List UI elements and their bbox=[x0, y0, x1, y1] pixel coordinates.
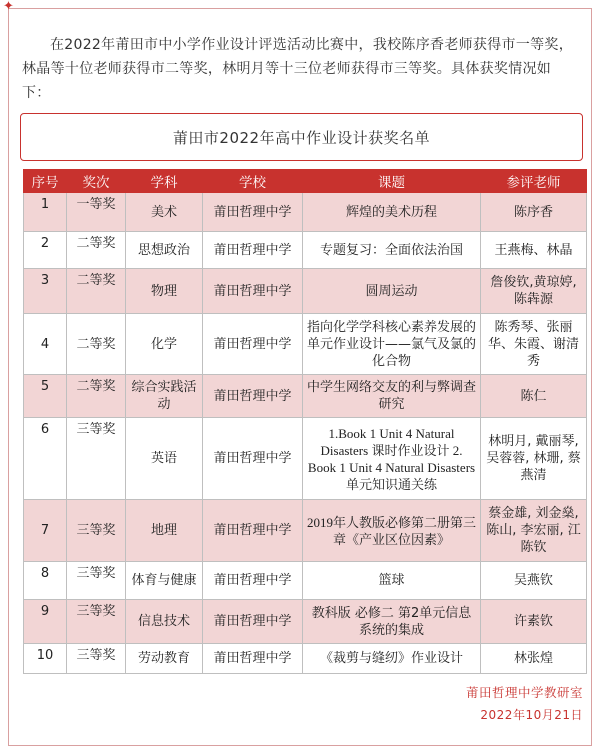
school: 莆田哲理中学 bbox=[203, 600, 303, 644]
topic: 教科版 必修二 第2单元信息系统的集成 bbox=[303, 600, 481, 644]
award-table bbox=[23, 169, 587, 674]
school: 莆田哲理中学 bbox=[203, 562, 303, 600]
subject: 英语 bbox=[126, 418, 203, 500]
table-row bbox=[24, 500, 587, 562]
subject: 信息技术 bbox=[126, 600, 203, 644]
row-number: 10 bbox=[24, 644, 67, 674]
table-row bbox=[24, 232, 587, 269]
intro-paragraph: 在2022年莆田市中小学作业设计评选活动比赛中，我校陈序香老师获得市一等奖，林晶等十位老师获得市二等奖，林明月等十三位老师获得市三等奖。具体获奖情况如下： bbox=[22, 37, 574, 101]
table-row bbox=[24, 269, 587, 314]
topic: 圆周运动 bbox=[303, 269, 481, 314]
teachers: 詹俊钦,黄琼婷,陈犇源 bbox=[481, 269, 587, 314]
table-title-box bbox=[20, 113, 583, 161]
row-number: 3 bbox=[24, 269, 67, 314]
table-row bbox=[24, 562, 587, 600]
header-cell: 序号 bbox=[24, 170, 67, 193]
award-level: 三等奖 bbox=[67, 644, 126, 674]
footer-organization: 莆田哲理中学教研室 bbox=[465, 685, 583, 700]
topic: 专题复习：全面依法治国 bbox=[303, 232, 481, 269]
sparkle-icon: ✦ bbox=[3, 0, 14, 14]
teachers: 许素钦 bbox=[481, 600, 587, 644]
topic: 辉煌的美术历程 bbox=[303, 193, 481, 232]
teachers: 吴燕钦 bbox=[481, 562, 587, 600]
subject: 美术 bbox=[126, 193, 203, 232]
row-number: 2 bbox=[24, 232, 67, 269]
subject: 地理 bbox=[126, 500, 203, 562]
teachers: 陈秀琴、张丽华、朱霞、谢清秀 bbox=[481, 314, 587, 375]
subject: 物理 bbox=[126, 269, 203, 314]
award-level: 二等奖 bbox=[67, 269, 126, 314]
school: 莆田哲理中学 bbox=[203, 314, 303, 375]
teachers: 林明月, 戴丽琴, 吴蓉蓉, 林珊, 蔡燕清 bbox=[481, 418, 587, 500]
subject: 综合实践活动 bbox=[126, 375, 203, 418]
school: 莆田哲理中学 bbox=[203, 232, 303, 269]
row-number: 1 bbox=[24, 193, 67, 232]
row-number: 7 bbox=[24, 500, 67, 562]
subject: 化学 bbox=[126, 314, 203, 375]
header-cell: 参评老师 bbox=[481, 170, 587, 193]
row-number: 6 bbox=[24, 418, 67, 500]
topic: 《裁剪与缝纫》作业设计 bbox=[303, 644, 481, 674]
table-row bbox=[24, 600, 587, 644]
school: 莆田哲理中学 bbox=[203, 193, 303, 232]
school: 莆田哲理中学 bbox=[203, 375, 303, 418]
table-title: 莆田市2022年高中作业设计获奖名单 bbox=[172, 128, 431, 147]
teachers: 林张煌 bbox=[481, 644, 587, 674]
teachers: 蔡金雄, 刘金燊, 陈山, 李宏丽, 江陈钦 bbox=[481, 500, 587, 562]
topic: 2019年人教版必修第二册第三章《产业区位因素》 bbox=[303, 500, 481, 562]
header-cell: 学校 bbox=[203, 170, 303, 193]
school: 莆田哲理中学 bbox=[203, 644, 303, 674]
school: 莆田哲理中学 bbox=[203, 500, 303, 562]
topic: 1.Book 1 Unit 4 Natural Disasters 课时作业设计 2. Book 1 Unit 4 Natural Disasters 单元知识通关练 bbox=[303, 418, 481, 500]
school: 莆田哲理中学 bbox=[203, 418, 303, 500]
header-cell: 学科 bbox=[126, 170, 203, 193]
header-cell: 课题 bbox=[303, 170, 481, 193]
teachers: 王燕梅、林晶 bbox=[481, 232, 587, 269]
row-number: 5 bbox=[24, 375, 67, 418]
row-number: 8 bbox=[24, 562, 67, 600]
award-level: 二等奖 bbox=[67, 375, 126, 418]
table-row bbox=[24, 375, 587, 418]
header-cell: 奖次 bbox=[67, 170, 126, 193]
award-level: 二等奖 bbox=[67, 314, 126, 375]
subject: 体育与健康 bbox=[126, 562, 203, 600]
row-number: 4 bbox=[24, 314, 67, 375]
teachers: 陈序香 bbox=[481, 193, 587, 232]
topic: 中学生网络交友的利与弊调查研究 bbox=[303, 375, 481, 418]
table-row bbox=[24, 314, 587, 375]
table-row bbox=[24, 193, 587, 232]
subject: 劳动教育 bbox=[126, 644, 203, 674]
row-number: 9 bbox=[24, 600, 67, 644]
award-level: 二等奖 bbox=[67, 232, 126, 269]
table-row bbox=[24, 418, 587, 500]
award-level: 三等奖 bbox=[67, 500, 126, 562]
topic: 篮球 bbox=[303, 562, 481, 600]
subject: 思想政治 bbox=[126, 232, 203, 269]
topic: 指向化学学科核心素养发展的单元作业设计——氯气及氯的化合物 bbox=[303, 314, 481, 375]
school: 莆田哲理中学 bbox=[203, 269, 303, 314]
award-level: 三等奖 bbox=[67, 600, 126, 644]
award-level: 一等奖 bbox=[67, 193, 126, 232]
table-header-row bbox=[24, 170, 587, 193]
teachers: 陈仁 bbox=[481, 375, 587, 418]
table-row bbox=[24, 644, 587, 674]
footer-date: 2022年10月21日 bbox=[480, 708, 583, 722]
award-level: 三等奖 bbox=[67, 418, 126, 500]
award-level: 三等奖 bbox=[67, 562, 126, 600]
